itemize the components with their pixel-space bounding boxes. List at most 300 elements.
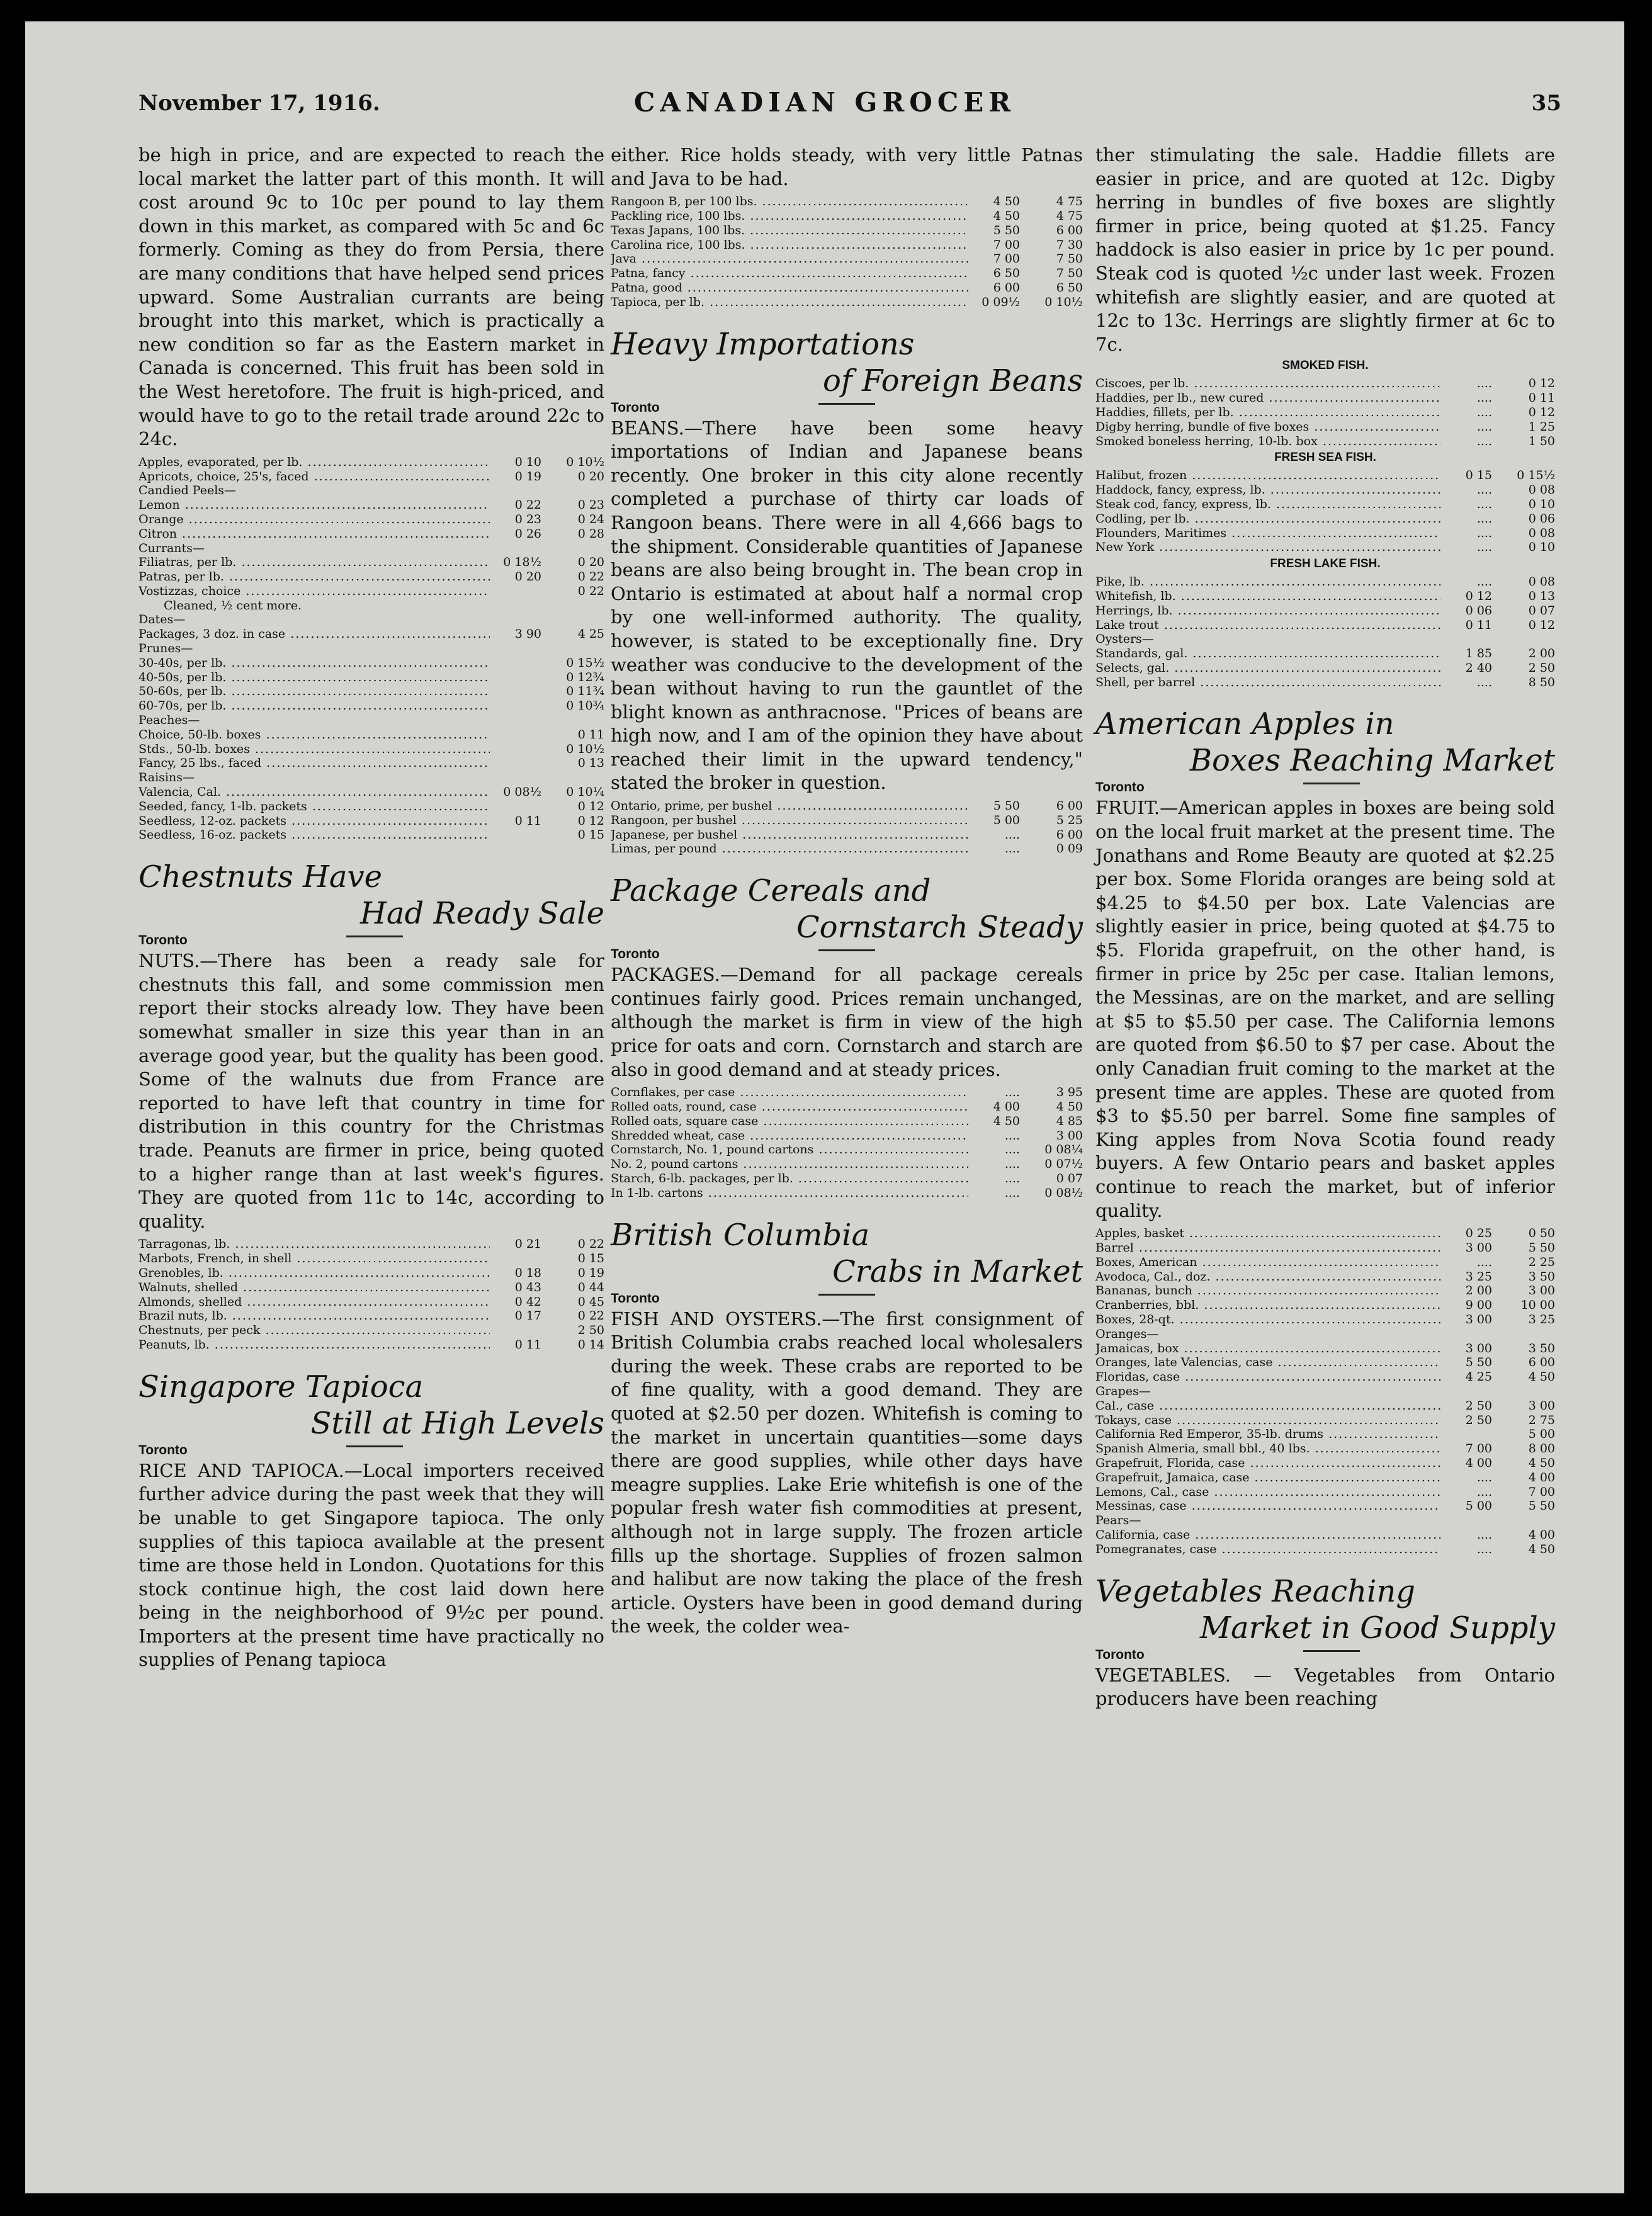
price-high — [541, 483, 604, 498]
headline-line-1: Package Cereals and — [611, 873, 931, 909]
headline-line-2: of Foreign Beans — [823, 363, 1083, 399]
price-row — [611, 295, 1083, 310]
price-row — [1095, 1270, 1555, 1284]
price-low: .... — [1476, 405, 1492, 419]
item-label: Pike, lb. ..... — [1095, 575, 1440, 589]
price-low — [1440, 632, 1492, 647]
price-high: 10 00 — [1520, 1298, 1555, 1313]
item-label: Cal., case ..... — [1095, 1399, 1440, 1413]
item-label: Vostizzas, choice ..... — [139, 584, 490, 599]
price-low: 7 00 — [1465, 1442, 1492, 1456]
price-low: 0 12 — [1465, 589, 1492, 603]
item-label: Seedless, 16-oz. packets ..... — [139, 828, 490, 842]
price-high: 3 95 — [1056, 1085, 1083, 1100]
price-row — [139, 584, 604, 599]
price-low — [490, 699, 541, 713]
price-row — [1095, 1427, 1555, 1442]
price-low: 3 25 — [1465, 1269, 1492, 1284]
price-low: 4 00 — [1465, 1456, 1492, 1470]
item-label: No. 2, pound cartons ..... — [611, 1157, 968, 1172]
price-row — [139, 728, 604, 742]
price-low — [490, 684, 541, 699]
price-row — [611, 799, 1083, 813]
price-low: 5 50 — [993, 223, 1020, 237]
item-label: Haddies, per lb., new cured ..... — [1095, 391, 1440, 405]
price-high: 0 12 — [1528, 376, 1555, 391]
price-low: 0 42 — [514, 1294, 541, 1309]
price-low: .... — [1476, 391, 1492, 405]
price-row — [1095, 1485, 1555, 1500]
price-high — [541, 613, 604, 627]
price-low — [490, 599, 541, 613]
item-label: Barrel ..... — [1095, 1241, 1440, 1255]
price-high: 0 08¼ — [1044, 1143, 1083, 1157]
price-high — [541, 713, 604, 728]
item-label: Almonds, shelled ..... — [139, 1295, 490, 1309]
dateline-city: Toronto — [611, 1291, 660, 1306]
item-label: Choice, 50-lb. boxes ..... — [139, 728, 490, 742]
price-high: 8 50 — [1528, 675, 1555, 689]
item-label: Smoked boneless herring, 10-lb. box ..... — [1095, 434, 1440, 449]
price-high — [1492, 1513, 1555, 1528]
price-high — [541, 642, 604, 656]
price-high: 0 22 — [577, 1309, 604, 1323]
item-label: Flounders, Maritimes ..... — [1095, 526, 1440, 541]
item-label: Whitefish, lb. ..... — [1095, 589, 1440, 604]
price-low: 0 15 — [1465, 468, 1492, 483]
item-label: Rolled oats, round, case ..... — [611, 1100, 968, 1114]
price-row — [1095, 1528, 1555, 1542]
price-row — [139, 1237, 604, 1252]
price-high: 0 23 — [577, 498, 604, 512]
price-high: 0 10 — [1528, 540, 1555, 555]
price-low: 4 50 — [993, 208, 1020, 223]
price-low — [1440, 1327, 1492, 1342]
item-label: Peaches— — [139, 713, 200, 728]
item-label: Avodoca, Cal., doz. ..... — [1095, 1270, 1440, 1284]
item-label: Cornstarch, No. 1, pound cartons ..... — [611, 1143, 968, 1157]
price-row — [611, 1085, 1083, 1100]
item-label: Codling, per lb. ..... — [1095, 512, 1440, 526]
price-low — [490, 771, 541, 785]
article-text: VEGETABLES. — Vegetables from Ontario producers have been reaching — [1095, 1664, 1555, 1710]
article-headline — [611, 1217, 1083, 1290]
headline-line-1: Vegetables Reaching — [1095, 1573, 1416, 1609]
price-high: 4 00 — [1528, 1470, 1555, 1484]
item-label: Oysters— — [1095, 632, 1154, 647]
headline-line-1: Heavy Importations — [611, 326, 915, 362]
item-label: Cornflakes, per case ..... — [611, 1085, 968, 1100]
item-label: Oranges— — [1095, 1326, 1159, 1341]
price-row — [139, 814, 604, 828]
item-label: Rangoon B, per 100 lbs. ..... — [611, 195, 968, 209]
price-row — [139, 1280, 604, 1295]
price-row — [139, 555, 604, 570]
item-label: Valencia, Cal. ..... — [139, 785, 490, 800]
item-label: Raisins— — [139, 771, 195, 785]
price-row — [611, 1157, 1083, 1172]
price-high: 0 10¼ — [566, 785, 604, 800]
item-label: Patna, fancy ..... — [611, 266, 968, 281]
dateline-city: Toronto — [611, 400, 660, 415]
price-high: 1 25 — [1528, 419, 1555, 434]
price-row — [1095, 1413, 1555, 1428]
price-high: 0 10½ — [566, 742, 604, 756]
price-row — [611, 223, 1083, 238]
price-low: .... — [1476, 1470, 1492, 1484]
price-row — [1095, 1370, 1555, 1384]
price-row — [139, 713, 604, 728]
price-row — [139, 599, 604, 613]
price-low: 7 00 — [993, 237, 1020, 252]
price-row — [1095, 1442, 1555, 1456]
price-row — [1095, 420, 1555, 434]
item-label: Cleaned, ½ cent more. — [164, 598, 302, 613]
article-text: ther stimulating the sale. Haddie fillets are easier in price, and are quoted at 12c. Digby herring in bundles of five boxes are slightly firmer in price, being quoted at $1.25. Fancy haddock is also easier in price by 1c per pound. Steak cod is quoted ½c under last week. Frozen whitefish are slightly easier, and are quoted at 12c to 13c. Herrings are slightly firmer at 6c to 7c. — [1095, 144, 1555, 355]
price-high — [541, 599, 604, 613]
item-label: Rolled oats, square case ..... — [611, 1114, 968, 1129]
price-low: 1 85 — [1465, 647, 1492, 661]
item-label: 50-60s, per lb. ..... — [139, 684, 490, 699]
price-row — [139, 1266, 604, 1280]
article-text: FRUIT.—American apples in boxes are being sold on the local fruit market at the present time. The Jonathans and Rome Beauty are quoted at $2.25 per box. Some Florida oranges are being sold at $4.25 to $4.50 per box. Late Valencias are slightly easier in price, being quoted at $4.75 to $5. Florida grapefruit, on the other hand, is firmer in price by 25c per case. Italian lemons, the Messinas, are on the market, and are selling at $5 to $5.50 per case. The California lemons are quoted from $6.50 to $7 per case. About the only Canadian fruit coming to the market at the present time are apples. These are quoted from $3 to $5.50 per barrel. Some fine samples of King apples from Nova Scotia found ready buyers. A few Ontario pears and basket apples continue to reach the market, but of inferior quality. — [1095, 797, 1555, 1221]
price-high: 4 25 — [577, 627, 604, 642]
price-row — [1095, 1284, 1555, 1298]
item-label: Dates— — [139, 613, 186, 627]
item-label: 60-70s, per lb. ..... — [139, 699, 490, 713]
page-number: 35 — [1531, 91, 1561, 116]
dateline-city: Toronto — [611, 947, 660, 962]
price-low: 0 09½ — [982, 295, 1020, 309]
price-high: 3 00 — [1528, 1398, 1555, 1413]
price-row — [1095, 434, 1555, 449]
price-row — [139, 570, 604, 584]
item-label: Digby herring, bundle of five boxes ..... — [1095, 420, 1440, 434]
price-low: 2 40 — [1465, 660, 1492, 675]
price-low: .... — [1476, 419, 1492, 434]
price-low: .... — [1004, 1185, 1020, 1200]
item-label: Standards, gal. ..... — [1095, 647, 1440, 661]
price-high: 3 00 — [1528, 1284, 1555, 1298]
table-subheading: SMOKED FISH. — [1282, 359, 1369, 373]
price-row — [1095, 676, 1555, 690]
price-high: 0 15 — [577, 828, 604, 842]
price-low — [490, 584, 541, 599]
price-low: 0 11 — [1465, 618, 1492, 632]
price-row — [1095, 405, 1555, 420]
item-label: Herrings, lb. ..... — [1095, 604, 1440, 618]
item-label: New York ..... — [1095, 540, 1440, 555]
headline-line-2: Crabs in Market — [832, 1253, 1083, 1289]
price-low — [490, 800, 541, 814]
price-low: 6 00 — [993, 280, 1020, 295]
price-row — [139, 470, 604, 484]
price-row — [1095, 1327, 1555, 1342]
price-low — [490, 613, 541, 627]
price-high — [1492, 632, 1555, 647]
price-row — [139, 1309, 604, 1323]
price-row — [1095, 1499, 1555, 1513]
price-low: .... — [1004, 1128, 1020, 1143]
price-low: 0 18 — [514, 1265, 541, 1280]
dateline-city: Toronto — [1095, 780, 1145, 795]
price-high: 7 50 — [1056, 252, 1083, 266]
price-low: 5 00 — [1465, 1499, 1492, 1513]
price-row — [1095, 1542, 1555, 1557]
price-high: 4 50 — [1528, 1542, 1555, 1556]
article-text: BEANS.—There have been some heavy importations of Indian and Japanese beans recently. One broker in this city alone recently completed a purchase of thirty car loads of Rangoon beans. There were in all 4,666 bags to the shipment. Considerable quantities of Japanese beans are also being brought in. The bean crop in Ontario is estimated at about half a normal crop by one well-informed authority. The quality, however, is stated to be exceptionally fine. Dry weather was conducive to the development of the bean without having to run the gauntlet of the blight known as anthracnose. "Prices of beans are high now, and I am of the opinion they have about reached their limit in the upward tendency," stated the broker in question. — [611, 417, 1083, 794]
price-high — [541, 771, 604, 785]
price-high: 2 75 — [1528, 1413, 1555, 1427]
price-low: .... — [1476, 1527, 1492, 1542]
price-high: 4 50 — [1528, 1456, 1555, 1470]
item-label: Shredded wheat, case ..... — [611, 1129, 968, 1143]
column-left — [139, 144, 604, 1672]
divider — [818, 403, 875, 405]
price-high: 0 08½ — [1044, 1185, 1083, 1200]
issue-date: November 17, 1916. — [139, 91, 380, 116]
item-label: Citron ..... — [139, 527, 490, 541]
article-headline — [1095, 706, 1555, 779]
price-row — [611, 1100, 1083, 1114]
price-row — [1095, 526, 1555, 541]
price-high: 0 19 — [577, 1265, 604, 1280]
item-label: Pears— — [1095, 1513, 1141, 1528]
item-label: Filiatras, per lb. ..... — [139, 555, 490, 570]
dateline — [611, 1291, 1083, 1308]
price-low: 0 22 — [514, 498, 541, 512]
price-low: 4 00 — [993, 1100, 1020, 1114]
price-row — [611, 828, 1083, 842]
price-low: 5 50 — [1465, 1355, 1492, 1370]
dateline — [611, 400, 1083, 417]
price-high: 2 50 — [1528, 660, 1555, 675]
item-label: Bananas, bunch ..... — [1095, 1284, 1440, 1298]
price-high: 2 00 — [1528, 647, 1555, 661]
price-high: 0 12 — [577, 799, 604, 813]
price-high: 0 11¾ — [566, 684, 604, 699]
item-label: Marbots, French, in shell ..... — [139, 1252, 490, 1266]
price-high: 0 22 — [577, 570, 604, 584]
item-label: Selects, gal. ..... — [1095, 661, 1440, 676]
price-row — [1095, 1226, 1555, 1241]
price-row — [611, 266, 1083, 281]
price-low — [490, 728, 541, 742]
item-label: Pomegranates, case ..... — [1095, 1542, 1440, 1557]
item-label: Floridas, case ..... — [1095, 1370, 1440, 1384]
price-row — [611, 195, 1083, 209]
price-row — [1095, 1471, 1555, 1485]
item-label: Jamaicas, box ..... — [1095, 1342, 1440, 1356]
item-label: Grapefruit, Florida, case ..... — [1095, 1456, 1440, 1471]
price-table-dried-fruits — [139, 455, 604, 843]
price-high: 0 13 — [1528, 589, 1555, 603]
price-table-rice — [611, 195, 1083, 309]
price-table-nuts — [139, 1237, 604, 1352]
price-row — [1095, 1241, 1555, 1255]
item-label: Halibut, frozen ..... — [1095, 468, 1440, 483]
price-low: .... — [1476, 511, 1492, 526]
price-high: 2 50 — [577, 1323, 604, 1338]
price-high: 4 00 — [1528, 1527, 1555, 1542]
publication-title: CANADIAN GROCER — [633, 87, 1016, 118]
item-label: Cranberries, bbl. ..... — [1095, 1298, 1440, 1313]
dateline-city: Toronto — [1095, 1647, 1145, 1662]
divider — [818, 1294, 875, 1296]
price-low — [490, 670, 541, 685]
price-table-beans — [611, 799, 1083, 856]
article-headline — [1095, 1573, 1555, 1646]
article-text: FISH AND OYSTERS.—The first consignment of British Columbia crabs reached local wholesalers during the week. These crabs are reported to be of fine quality, with a good demand. They are quoted at $2.50 per dozen. Whitefish is coming to the market in uncertain quantities—some days there are good supplies, while other days have meagre supplies. Lake Erie whitefish is one of the popular fresh water fish commodities at present, although not in large supply. The frozen article fills up the shortage. Supplies of frozen salmon and halibut are now taking the place of the fresh article. Oysters have been in good demand during the week, the colder wea- — [611, 1308, 1083, 1637]
headline-line-1: Singapore Tapioca — [139, 1369, 424, 1405]
price-low: 0 10 — [514, 455, 541, 469]
price-high: 0 12 — [1528, 618, 1555, 632]
price-low: 0 43 — [514, 1280, 541, 1294]
price-low: 0 08½ — [503, 785, 541, 800]
price-row — [1095, 1342, 1555, 1356]
price-low: .... — [1004, 1143, 1020, 1157]
price-row — [611, 813, 1083, 828]
price-high: 0 06 — [1528, 511, 1555, 526]
price-row — [1095, 1313, 1555, 1327]
price-high: 0 10½ — [566, 455, 604, 469]
price-low: 9 00 — [1465, 1298, 1492, 1313]
item-label: Walnuts, shelled ..... — [139, 1280, 490, 1295]
price-high: 3 00 — [1056, 1128, 1083, 1143]
article-text: be high in price, and are expected to reach the local market the latter part of this month. It will cost around 9c to 10c per pound to lay them down in this market, as compared with 5c and 6c formerly. Coming as they do from Persia, there are many conditions that have helped send prices upward. Some Australian currants are being brought into this market, which is practically a new condition so far as the Eastern market in Canada is concerned. This fruit has been sold in the West heretofore. The fruit is high-priced, and would have to go to the retail trade around 22c to 24c. — [139, 144, 604, 450]
divider — [818, 949, 875, 951]
column-middle — [611, 144, 1083, 1639]
table-subheading: FRESH LAKE FISH. — [1270, 557, 1381, 571]
column-right — [1095, 144, 1555, 1711]
price-high: 4 50 — [1528, 1370, 1555, 1384]
price-row — [139, 627, 604, 642]
price-row — [139, 1323, 604, 1338]
item-label: Seedless, 12-oz. packets ..... — [139, 814, 490, 828]
price-row — [1095, 540, 1555, 555]
price-low: 4 25 — [1465, 1370, 1492, 1384]
price-high: 4 75 — [1056, 195, 1083, 209]
price-row — [139, 527, 604, 541]
price-high: 5 50 — [1528, 1240, 1555, 1255]
item-label: Prunes— — [139, 642, 193, 656]
item-label: Brazil nuts, lb. ..... — [139, 1309, 490, 1323]
price-row — [1095, 604, 1555, 618]
price-row — [139, 771, 604, 785]
price-table-packages — [611, 1085, 1083, 1200]
headline-line-1: Chestnuts Have — [139, 859, 382, 895]
price-row — [139, 613, 604, 627]
price-high: 0 09 — [1056, 842, 1083, 856]
price-high: 0 07 — [1528, 603, 1555, 618]
divider — [346, 1445, 403, 1447]
price-low — [1440, 1427, 1492, 1442]
price-high: 0 12 — [1528, 405, 1555, 419]
item-label: Stds., 50-lb. boxes ..... — [139, 742, 490, 757]
item-label: Grenobles, lb. ..... — [139, 1266, 490, 1280]
price-high: 8 00 — [1528, 1442, 1555, 1456]
price-row — [139, 699, 604, 713]
headline-line-2: Market in Good Supply — [1199, 1610, 1555, 1646]
dateline — [139, 933, 604, 949]
item-label: Tapioca, per lb. ..... — [611, 295, 968, 310]
price-row — [1095, 512, 1555, 526]
item-label: In 1-lb. cartons ..... — [611, 1186, 968, 1201]
price-low: 0 11 — [514, 1337, 541, 1352]
price-low: 3 00 — [1465, 1240, 1492, 1255]
item-label: Limas, per pound ..... — [611, 842, 968, 856]
item-label: California Red Emperor, 35-lb. drums ..... — [1095, 1427, 1440, 1442]
price-row — [139, 742, 604, 757]
price-high: 0 15 — [577, 1252, 604, 1266]
price-row — [139, 1338, 604, 1352]
price-low: .... — [1476, 526, 1492, 540]
price-low: 5 50 — [993, 799, 1020, 813]
item-label: Orange ..... — [139, 512, 490, 527]
price-high: 2 25 — [1528, 1255, 1555, 1269]
price-high: 0 10 — [1528, 497, 1555, 511]
price-high: 7 30 — [1056, 237, 1083, 252]
price-low: 3 90 — [514, 627, 541, 642]
price-low: 6 50 — [993, 266, 1020, 281]
price-row — [139, 642, 604, 656]
price-row — [1095, 632, 1555, 647]
price-high: 5 50 — [1528, 1499, 1555, 1513]
price-row — [1095, 497, 1555, 512]
headline-line-2: Still at High Levels — [310, 1405, 604, 1441]
item-label: Patras, per lb. ..... — [139, 570, 490, 584]
item-label: Oranges, late Valencias, case ..... — [1095, 1355, 1440, 1370]
price-row — [1095, 1255, 1555, 1270]
price-row — [139, 455, 604, 470]
item-label: Lake trout ..... — [1095, 618, 1440, 633]
price-low: 4 50 — [993, 195, 1020, 209]
price-high: 0 20 — [577, 555, 604, 570]
price-high: 0 11 — [1528, 391, 1555, 405]
item-label: Seeded, fancy, 1-lb. packets ..... — [139, 800, 490, 814]
price-high: 0 10½ — [1044, 295, 1083, 309]
item-label: Peanuts, lb. ..... — [139, 1338, 490, 1352]
price-low — [490, 642, 541, 656]
price-low: 0 06 — [1465, 603, 1492, 618]
dateline — [139, 1443, 604, 1459]
price-high: 3 25 — [1528, 1312, 1555, 1326]
price-low: .... — [1476, 434, 1492, 448]
item-label: Starch, 6-lb. packages, per lb. ..... — [611, 1172, 968, 1186]
price-low: 0 21 — [514, 1237, 541, 1252]
price-high: 6 00 — [1528, 1355, 1555, 1370]
price-high: 0 12 — [577, 813, 604, 828]
article-headline — [611, 873, 1083, 946]
price-low: .... — [1476, 1542, 1492, 1556]
price-row — [1095, 618, 1555, 633]
price-low: 2 50 — [1465, 1413, 1492, 1427]
price-high: 0 28 — [577, 526, 604, 541]
dateline-city: Toronto — [139, 933, 188, 948]
price-low — [490, 1252, 541, 1266]
price-row — [611, 281, 1083, 295]
price-row — [1095, 1456, 1555, 1471]
price-low: 0 25 — [1465, 1226, 1492, 1241]
item-label: Japanese, per bushel ..... — [611, 828, 968, 842]
price-high: 0 07 — [1056, 1172, 1083, 1185]
price-high — [541, 541, 604, 556]
price-high: 4 50 — [1056, 1100, 1083, 1114]
price-row — [1095, 647, 1555, 661]
price-high: 0 13 — [577, 756, 604, 771]
price-row — [1095, 575, 1555, 589]
item-label: Currants— — [139, 541, 205, 555]
